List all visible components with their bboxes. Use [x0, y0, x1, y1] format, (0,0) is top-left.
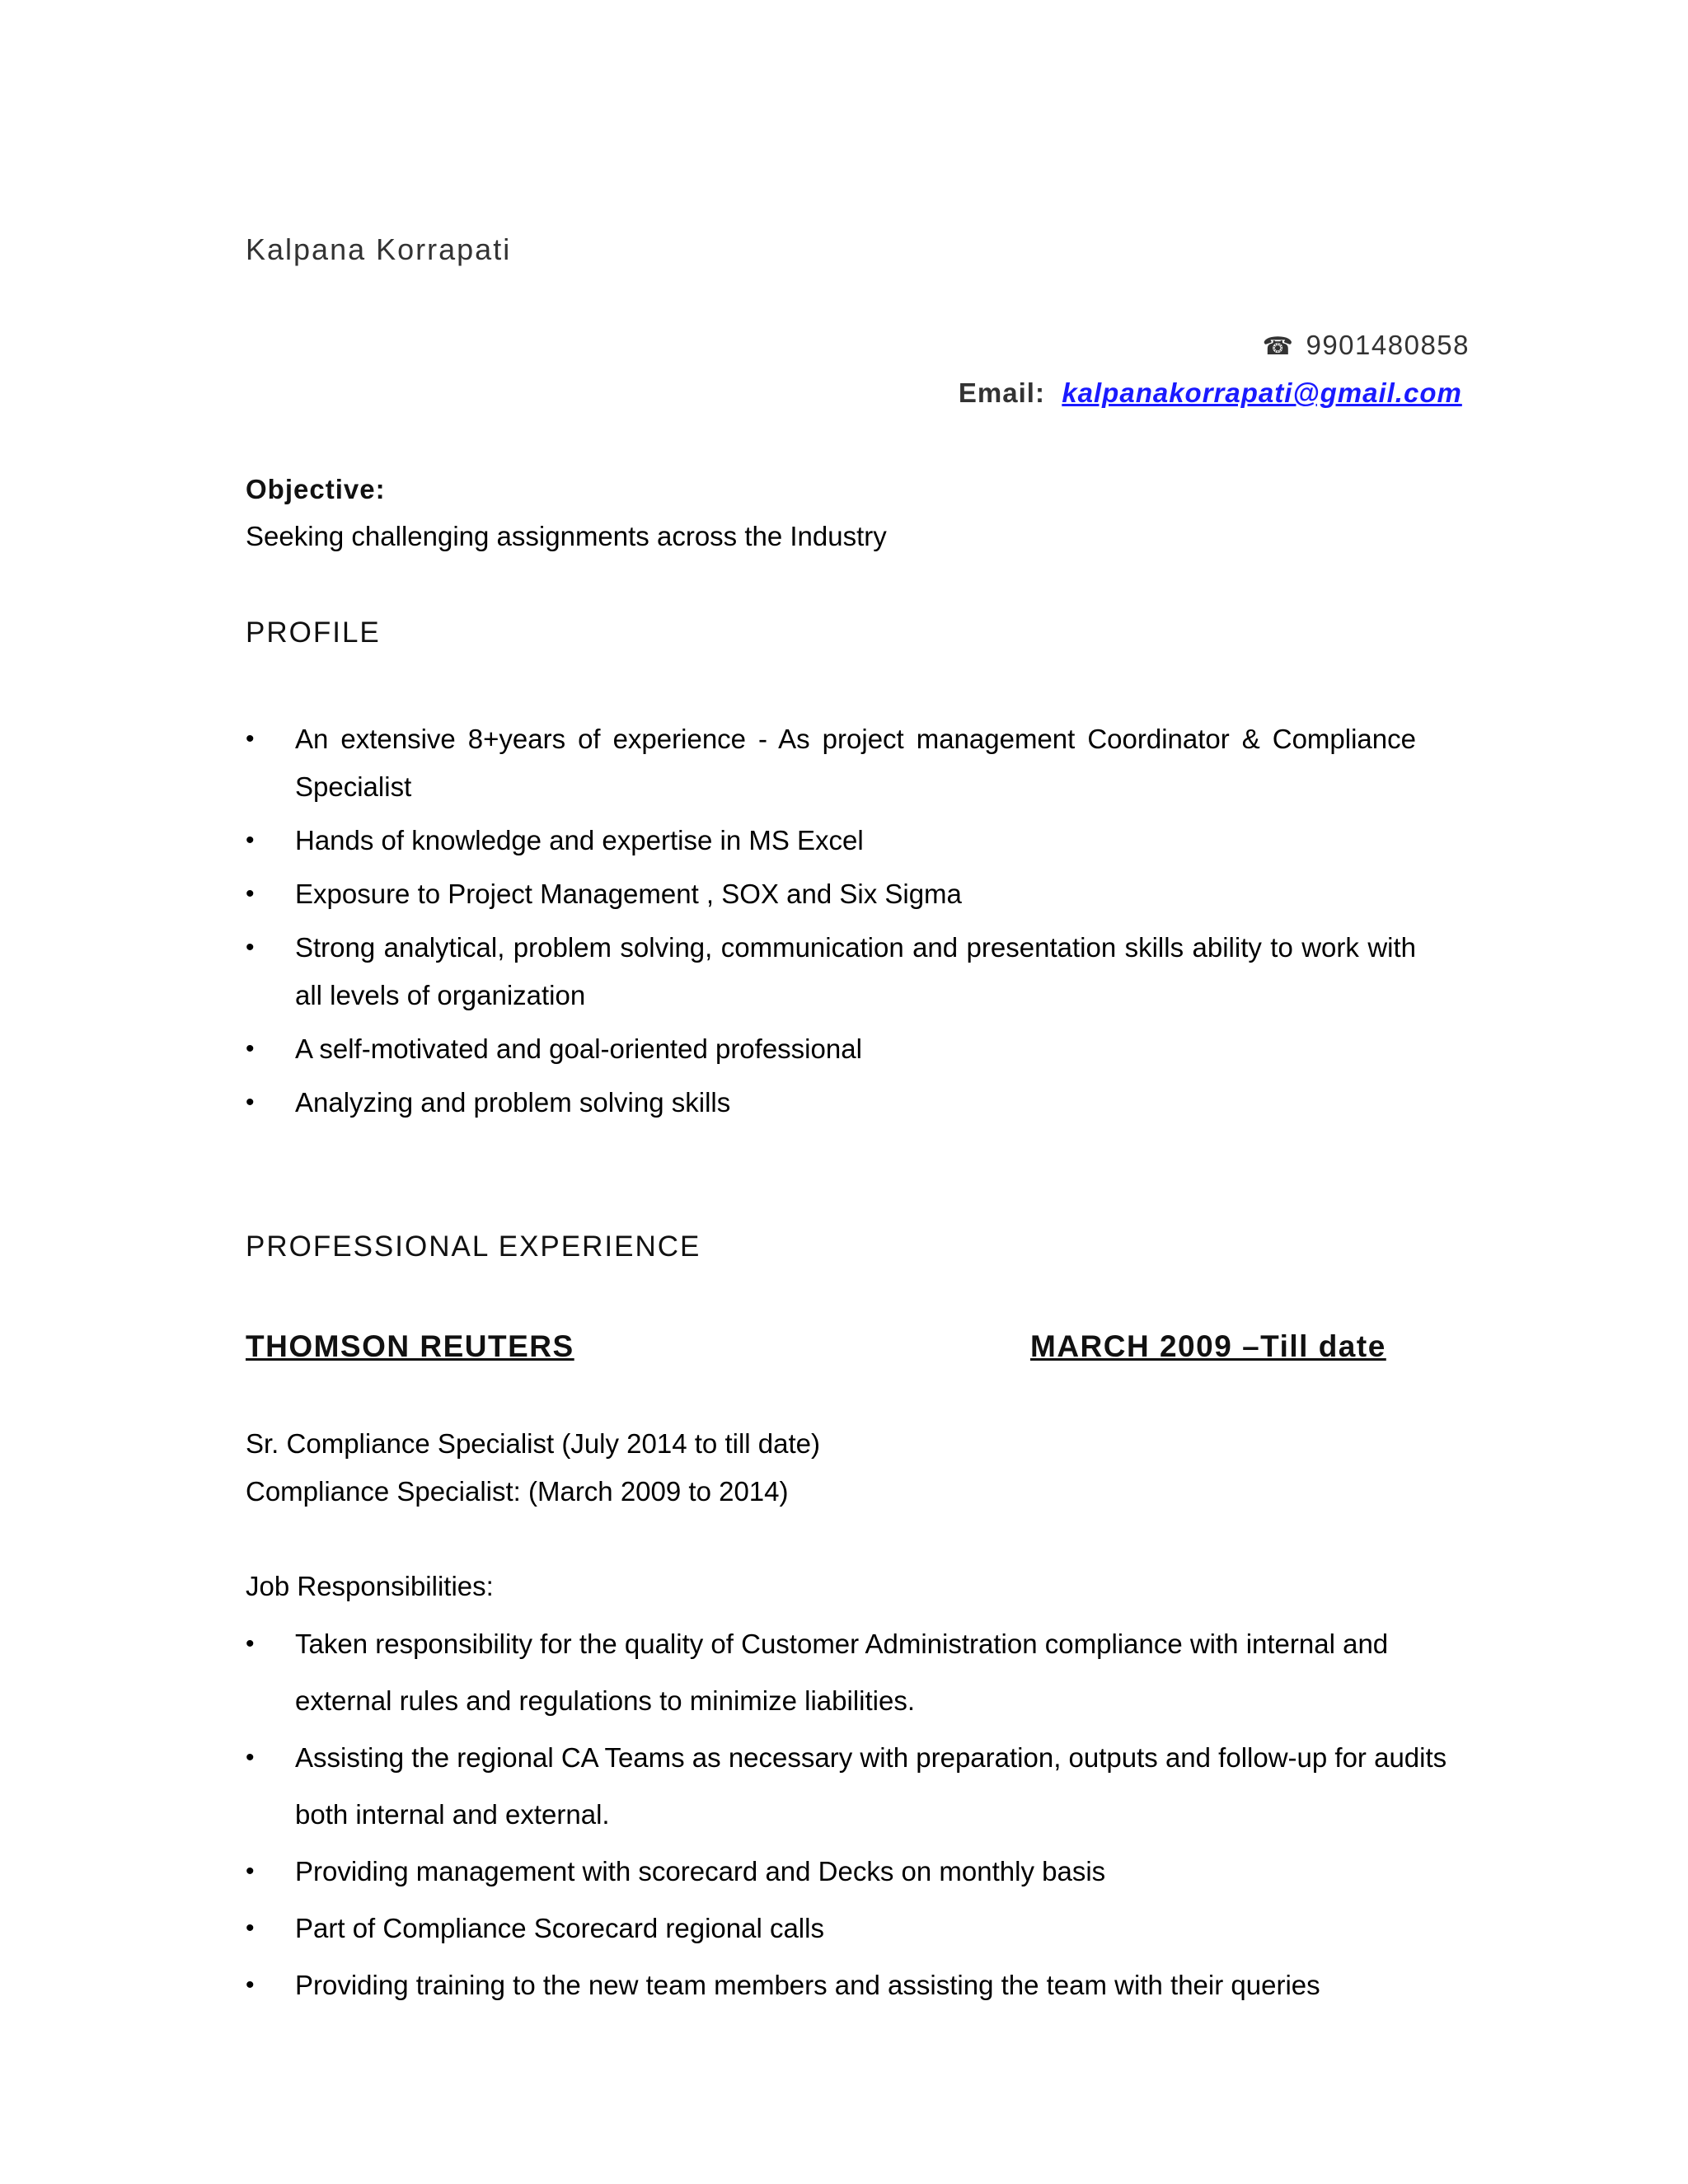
list-item: • Hands of knowledge and expertise in MS Excel [246, 817, 1416, 865]
list-item: • An extensive 8+years of experience - As project management Coordinator & Compliance Specialist [246, 715, 1416, 811]
email-line [959, 377, 1470, 409]
list-item: • Strong analytical, problem solving, communication and presentation skills ability to work with all levels of organization [246, 924, 1416, 1019]
experience-heading: PROFESSIONAL EXPERIENCE [246, 1230, 701, 1263]
candidate-name: Kalpana Korrapati [246, 232, 512, 266]
employment-period: MARCH 2009 –Till date [1030, 1329, 1386, 1363]
list-item: • Exposure to Project Management , SOX and Six Sigma [246, 870, 1416, 918]
phone-number: 9901480858 [1306, 330, 1470, 360]
responsibilities-label: Job Responsibilities: [246, 1571, 494, 1601]
company-name: THOMSON REUTERS [246, 1329, 574, 1363]
profile-heading: PROFILE [246, 616, 381, 649]
email-link[interactable]: kalpanakorrapati@gmail.com [1062, 377, 1462, 408]
profile-list [246, 715, 1416, 1132]
email-label: Email: [958, 377, 1045, 408]
list-item: • Analyzing and problem solving skills [246, 1079, 1416, 1127]
objective-heading: Objective: [246, 474, 386, 504]
role-senior: Sr. Compliance Specialist (July 2014 to till date) [246, 1428, 820, 1459]
responsibilities-list [246, 1615, 1465, 2013]
telephone-icon: ☎ [1262, 333, 1295, 360]
objective-text: Seeking challenging assignments across the Industry [246, 521, 887, 551]
list-item: • Providing training to the new team members and assisting the team with their queries [246, 1957, 1465, 2013]
list-item: • Part of Compliance Scorecard regional calls [246, 1900, 1465, 1957]
list-item: • Taken responsibility for the quality of Customer Administration compliance with internal and external rules and regulations to minimize liabilities. [246, 1615, 1465, 1729]
list-item: • A self-motivated and goal-oriented professional [246, 1025, 1416, 1073]
role-specialist: Compliance Specialist: (March 2009 to 2014) [246, 1476, 789, 1507]
phone-line [1263, 330, 1470, 361]
list-item: • Assisting the regional CA Teams as necessary with preparation, outputs and follow-up for audits both internal and external. [246, 1729, 1465, 1843]
list-item: • Providing management with scorecard and Decks on monthly basis [246, 1843, 1465, 1900]
